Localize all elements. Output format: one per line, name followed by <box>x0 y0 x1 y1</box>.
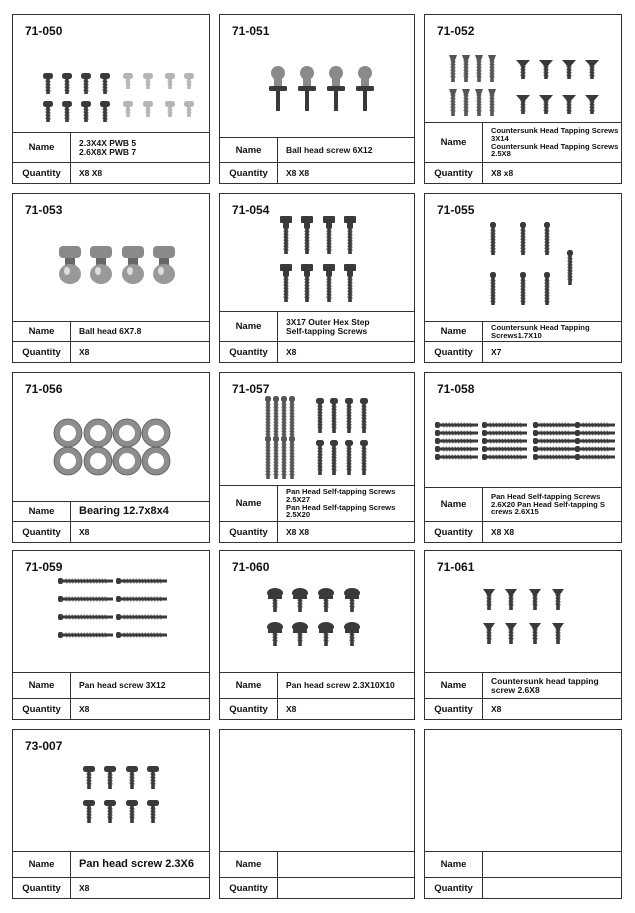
screw-icon <box>316 398 324 433</box>
part-name-row <box>13 502 209 522</box>
screw-icon <box>482 430 527 436</box>
screw-icon <box>449 55 457 82</box>
part-name-row <box>425 852 621 878</box>
screw-icon <box>539 95 553 114</box>
screw-icon <box>292 622 308 646</box>
screw-icon <box>123 101 133 117</box>
screw-icon <box>516 95 530 114</box>
screw-icon <box>83 800 95 823</box>
part-name-value: Countersunk head tapping screw 2.6X8 <box>491 675 599 695</box>
part-name-value <box>278 852 414 877</box>
part-card <box>12 193 210 363</box>
screw-icon <box>318 588 334 612</box>
part-card <box>424 550 622 720</box>
part-name-value: Pan head screw 2.3X10X10 <box>286 680 395 691</box>
screw-icon <box>544 272 550 305</box>
part-info-table <box>220 851 414 898</box>
bearing-icon <box>113 419 141 447</box>
part-name-value: Pan head screw 3X12 <box>79 680 166 691</box>
screw-icon <box>116 596 167 602</box>
screw-icon <box>126 800 138 823</box>
part-name-row <box>220 673 414 699</box>
ball-head-icon <box>90 246 112 284</box>
screw-icon <box>143 73 153 89</box>
screw-icon <box>533 454 576 460</box>
part-quantity-row <box>425 699 621 719</box>
part-quantity-value: X8 <box>286 346 297 357</box>
part-name-row <box>13 133 209 163</box>
screw-icon <box>360 398 368 433</box>
part-card <box>424 372 622 543</box>
screw-icon <box>165 101 175 117</box>
screw-icon <box>267 588 283 612</box>
part-quantity-row <box>13 878 209 898</box>
part-name-row <box>220 312 414 342</box>
screw-icon <box>520 222 526 255</box>
screw-icon <box>104 800 116 823</box>
part-name-value: Pan head screw 2.3X6 <box>79 857 194 870</box>
part-quantity-label: Quantity <box>13 699 71 719</box>
screw-icon <box>345 440 353 475</box>
screw-icon <box>58 596 113 602</box>
part-quantity-row <box>425 342 621 362</box>
part-name-label: Name <box>220 852 278 877</box>
part-card <box>219 193 415 363</box>
part-quantity-row <box>220 522 414 542</box>
part-number: 71-061 <box>437 560 475 574</box>
part-quantity-label: Quantity <box>13 163 71 183</box>
screw-icon <box>462 89 470 116</box>
part-card <box>424 729 622 899</box>
screw-icon <box>292 588 308 612</box>
part-name-row <box>13 852 209 878</box>
bearing-icon <box>54 419 82 447</box>
part-info-table <box>220 485 414 542</box>
part-name-label: Name <box>425 123 483 162</box>
part-quantity-value: X8 x8 <box>491 167 514 178</box>
screw-icon <box>43 73 53 94</box>
part-name-value: Countersunk Head Tapping Screws1.7X10 <box>491 322 590 340</box>
part-quantity-row <box>13 699 209 719</box>
part-card <box>219 14 415 184</box>
screw-icon <box>301 216 313 254</box>
screw-icon <box>562 60 576 79</box>
screw-icon <box>520 272 526 305</box>
screw-icon <box>529 623 541 644</box>
screw-icon <box>100 101 110 122</box>
part-number: 71-056 <box>25 382 63 396</box>
screw-icon <box>116 614 167 620</box>
ball-head-icon <box>153 246 175 284</box>
part-name-value: Pan Head Self-tapping Screws 2.5X27 Pan Head Self-tapping Screws 2.5X20 <box>286 486 396 520</box>
part-name-row <box>220 852 414 878</box>
screw-icon <box>475 55 483 82</box>
bearing-icon <box>84 447 112 475</box>
screw-icon <box>280 264 292 302</box>
part-name-row <box>425 123 621 163</box>
part-quantity-value: X8 X8 <box>286 167 310 178</box>
part-info-table <box>13 672 209 719</box>
part-illustration <box>220 730 416 852</box>
part-quantity-label: Quantity <box>425 342 483 362</box>
part-quantity-value: X8 X8 <box>79 167 103 178</box>
screw-icon <box>567 250 573 285</box>
part-quantity-row <box>220 878 414 898</box>
part-quantity-label: Quantity <box>425 699 483 719</box>
part-name-label: Name <box>13 673 71 698</box>
part-name-row <box>425 673 621 699</box>
part-number: 71-060 <box>232 560 270 574</box>
screw-icon <box>360 440 368 475</box>
screw-icon <box>533 422 576 428</box>
screw-icon <box>482 446 527 452</box>
screw-icon <box>184 101 194 117</box>
screw-icon <box>490 272 496 305</box>
part-info-table <box>425 122 621 183</box>
screw-icon <box>81 73 91 94</box>
screw-icon <box>575 454 615 460</box>
part-quantity-row <box>425 163 621 183</box>
screw-icon <box>435 430 478 436</box>
screw-icon <box>184 73 194 89</box>
screw-icon <box>281 396 287 441</box>
screw-icon <box>483 623 495 644</box>
part-info-table <box>13 321 209 362</box>
part-name-label: Name <box>220 486 278 521</box>
screw-icon <box>435 438 478 444</box>
part-info-table <box>220 137 414 183</box>
screw-icon <box>539 60 553 79</box>
screw-icon <box>147 800 159 823</box>
screw-icon <box>62 73 72 94</box>
screw-icon <box>533 438 576 444</box>
part-number: 71-052 <box>437 24 475 38</box>
part-quantity-row <box>220 342 414 362</box>
part-name-row <box>220 486 414 522</box>
part-card <box>219 372 415 543</box>
part-quantity-label: Quantity <box>425 878 483 898</box>
part-info-table <box>425 487 621 542</box>
screw-icon <box>316 440 324 475</box>
screw-icon <box>330 398 338 433</box>
part-quantity-value: X7 <box>491 346 502 357</box>
screw-icon <box>126 766 138 789</box>
part-number: 71-050 <box>25 24 63 38</box>
part-name-value: Ball head 6X7.8 <box>79 326 142 337</box>
screw-icon <box>488 89 496 116</box>
part-quantity-label: Quantity <box>425 522 483 542</box>
part-illustration <box>425 730 623 852</box>
part-name-value: Bearing 12.7x8x4 <box>79 504 169 517</box>
screw-icon <box>289 396 295 441</box>
screw-icon <box>516 60 530 79</box>
part-number: 71-055 <box>437 203 475 217</box>
screw-icon <box>265 396 271 441</box>
part-quantity-value: X8 <box>79 882 90 893</box>
screw-icon <box>165 73 175 89</box>
part-quantity-row <box>13 342 209 362</box>
part-number: 71-051 <box>232 24 270 38</box>
part-card <box>424 193 622 363</box>
part-quantity-row <box>425 878 621 898</box>
part-number: 71-058 <box>437 382 475 396</box>
screw-icon <box>280 216 292 254</box>
part-name-label: Name <box>425 673 483 698</box>
part-quantity-label: Quantity <box>13 342 71 362</box>
bearing-icon <box>142 447 170 475</box>
part-quantity-label: Quantity <box>220 699 278 719</box>
part-name-label: Name <box>220 138 278 162</box>
screw-icon <box>552 589 564 610</box>
part-name-value: Pan Head Self-tapping Screws 2.6X20 Pan Head Self-tapping S crews 2.6X15 <box>491 491 605 517</box>
screw-icon <box>575 438 615 444</box>
part-quantity-value <box>483 878 621 898</box>
screw-icon <box>81 101 91 122</box>
part-quantity-row <box>13 522 209 542</box>
screw-icon <box>273 436 279 479</box>
part-name-label: Name <box>13 502 71 521</box>
screw-icon <box>323 216 335 254</box>
screw-icon <box>301 264 313 302</box>
screw-icon <box>344 264 356 302</box>
screw-icon <box>267 622 283 646</box>
screw-icon <box>345 398 353 433</box>
part-quantity-label: Quantity <box>220 342 278 362</box>
part-quantity-value: X8 <box>491 703 502 714</box>
part-card <box>424 14 622 184</box>
screw-icon <box>330 440 338 475</box>
screw-icon <box>585 60 599 79</box>
part-number: 71-053 <box>25 203 63 217</box>
screw-icon <box>265 436 271 479</box>
screw-icon <box>505 589 517 610</box>
part-quantity-value: X8 <box>79 346 90 357</box>
part-name-value: Countersunk Head Tapping Screws 3X14 Countersunk Head Tapping Screws 2.5X8 <box>491 125 619 159</box>
part-name-row <box>425 488 621 522</box>
part-info-table <box>425 851 621 898</box>
part-quantity-row <box>220 699 414 719</box>
part-card <box>12 372 210 543</box>
screw-icon <box>273 396 279 441</box>
part-quantity-label: Quantity <box>220 878 278 898</box>
screw-icon <box>575 422 615 428</box>
screw-icon <box>505 623 517 644</box>
part-quantity-value: X8 <box>79 526 90 537</box>
screw-icon <box>482 454 527 460</box>
part-card <box>12 550 210 720</box>
part-name-value: Ball head screw 6X12 <box>286 144 373 155</box>
part-card <box>12 14 210 184</box>
screw-icon <box>462 55 470 82</box>
part-quantity-value: X8 <box>286 703 297 714</box>
screw-icon <box>533 430 576 436</box>
bearing-icon <box>54 447 82 475</box>
part-name-label: Name <box>425 322 483 341</box>
screw-icon <box>58 614 113 620</box>
screw-icon <box>435 446 478 452</box>
screw-icon <box>585 95 599 114</box>
part-quantity-label: Quantity <box>220 522 278 542</box>
bearing-icon <box>113 447 141 475</box>
screw-icon <box>344 216 356 254</box>
ball-head-icon <box>59 246 81 284</box>
screw-icon <box>575 446 615 452</box>
screw-icon <box>83 766 95 789</box>
part-info-table <box>220 311 414 362</box>
part-name-label: Name <box>13 133 71 162</box>
part-name-value: 2.3X4X PWB 5 2.6X8X PWB 7 <box>79 137 137 157</box>
part-name-label: Name <box>425 488 483 521</box>
screw-icon <box>104 766 116 789</box>
ball-head-screw-icon <box>356 66 374 111</box>
screw-icon <box>435 454 478 460</box>
part-name-label: Name <box>220 673 278 698</box>
part-quantity-label: Quantity <box>13 878 71 898</box>
part-info-table <box>13 132 209 183</box>
part-card <box>219 729 415 899</box>
part-number: 71-054 <box>232 203 270 217</box>
part-quantity-row <box>220 163 414 183</box>
screw-icon <box>482 422 527 428</box>
part-quantity-row <box>425 522 621 542</box>
part-info-table <box>425 321 621 362</box>
screw-icon <box>552 623 564 644</box>
part-info-table <box>220 672 414 719</box>
screw-icon <box>289 436 295 479</box>
screw-icon <box>143 101 153 117</box>
screw-icon <box>475 89 483 116</box>
screw-icon <box>344 622 360 646</box>
ball-head-screw-icon <box>327 66 345 111</box>
screw-icon <box>562 95 576 114</box>
part-name-value: 3X17 Outer Hex Step Self-tapping Screws <box>286 316 370 336</box>
part-quantity-label: Quantity <box>13 522 71 542</box>
bearing-icon <box>84 419 112 447</box>
part-quantity-label: Quantity <box>220 163 278 183</box>
screw-icon <box>147 766 159 789</box>
screw-icon <box>123 73 133 89</box>
part-info-table <box>13 851 209 898</box>
screw-icon <box>482 438 527 444</box>
part-name-label: Name <box>13 852 71 877</box>
part-info-table <box>425 672 621 719</box>
screw-icon <box>575 430 615 436</box>
screw-icon <box>488 55 496 82</box>
screw-icon <box>100 73 110 94</box>
screw-icon <box>490 222 496 255</box>
screw-icon <box>43 101 53 122</box>
part-quantity-value <box>278 878 414 898</box>
screw-icon <box>533 446 576 452</box>
screw-icon <box>62 101 72 122</box>
part-quantity-value: X8 X8 <box>491 526 515 537</box>
part-quantity-row <box>13 163 209 183</box>
part-name-row <box>220 138 414 163</box>
screw-icon <box>435 422 478 428</box>
screw-icon <box>116 578 167 584</box>
part-card <box>12 729 210 899</box>
ball-head-icon <box>122 246 144 284</box>
screw-icon <box>318 622 334 646</box>
screw-icon <box>344 588 360 612</box>
part-name-row <box>13 673 209 699</box>
part-name-row <box>13 322 209 342</box>
screw-icon <box>58 632 113 638</box>
screw-icon <box>281 436 287 479</box>
part-name-row <box>425 322 621 342</box>
screw-icon <box>529 589 541 610</box>
ball-head-screw-icon <box>298 66 316 111</box>
part-quantity-label: Quantity <box>425 163 483 183</box>
screw-icon <box>323 264 335 302</box>
part-number: 73-007 <box>25 739 63 753</box>
ball-head-screw-icon <box>269 66 287 111</box>
screw-icon <box>58 578 113 584</box>
part-card <box>219 550 415 720</box>
part-quantity-value: X8 <box>79 703 90 714</box>
screw-icon <box>483 589 495 610</box>
part-name-label: Name <box>425 852 483 877</box>
screw-icon <box>116 632 167 638</box>
part-name-label: Name <box>13 322 71 341</box>
part-number: 71-059 <box>25 560 63 574</box>
bearing-icon <box>142 419 170 447</box>
part-name-value <box>483 852 621 877</box>
part-info-table <box>13 501 209 542</box>
screw-icon <box>544 222 550 255</box>
part-quantity-value: X8 X8 <box>286 526 310 537</box>
part-name-label: Name <box>220 312 278 341</box>
part-number: 71-057 <box>232 382 270 396</box>
screw-icon <box>449 89 457 116</box>
